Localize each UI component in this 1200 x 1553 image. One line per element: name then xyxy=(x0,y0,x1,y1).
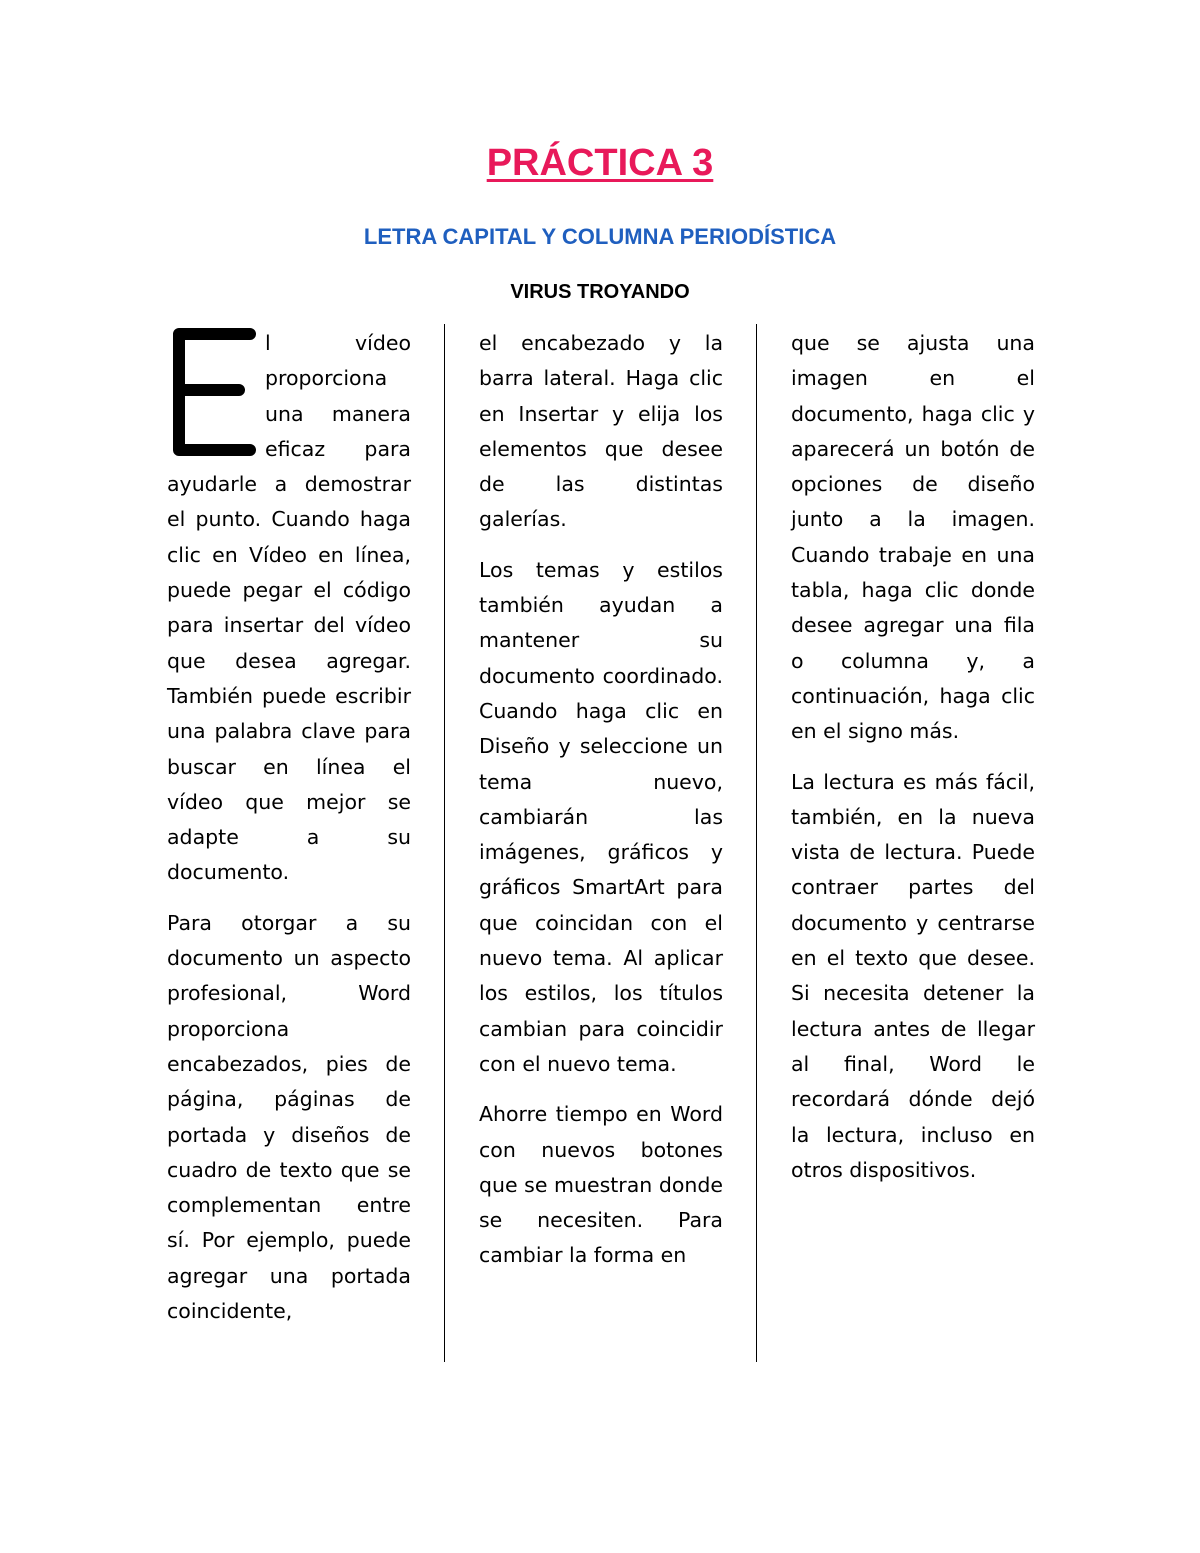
paragraph: La lectura es más fácil, también, en la nueva vista de lectura. Puede contraer partes del documento y centrarse en el texto que desee. Si necesita detener la lectura antes de llegar al final, Word le recordará dónde dejó la lectura, incluso en otros dispositivos. xyxy=(791,769,1035,1182)
paragraph-text: l vídeo proporciona una manera eficaz para ayudarle a demostrar el punto. Cuando haga clic en Vídeo en línea, puede pegar el código para insertar del vídeo que desea agregar. También puede escribir una palabra clave para buscar en línea el vídeo que mejor se adapte a su documento. xyxy=(167,331,411,885)
paragraph xyxy=(167,326,411,891)
page-subtitle: LETRA CAPITAL Y COLUMNA PERIODÍSTICA xyxy=(363,224,837,249)
text-column-1 xyxy=(167,326,411,1344)
text-column-3 xyxy=(791,326,1035,1203)
paragraph: Los temas y estilos también ayudan a mantener su documento coordinado. Cuando haga clic en Diseño y seleccione un tema nuevo, cambiarán las imágenes, gráficos y gráficos SmartArt para que coincidan con el nuevo tema. Al aplicar los estilos, los títulos cambian para coincidir con el nuevo tema. xyxy=(479,557,723,1076)
drop-cap-letter xyxy=(167,328,257,461)
column-divider xyxy=(756,324,757,1362)
page-title: PRÁCTICA 3 xyxy=(486,142,714,184)
column-divider xyxy=(444,324,445,1362)
article-heading: VIRUS TROYANDO xyxy=(510,281,690,303)
paragraph: Ahorre tiempo en Word con nuevos botones que se muestran donde se necesiten. Para cambiar la forma en xyxy=(479,1102,723,1268)
paragraph: que se ajusta una imagen en el documento, haga clic y aparecerá un botón de opciones de diseño junto a la imagen. Cuando trabaje en una tabla, haga clic donde desee agregar una fila o columna y, a continuación, haga clic en el signo más. xyxy=(791,331,1035,744)
text-column-2 xyxy=(479,326,723,1289)
paragraph: el encabezado y la barra lateral. Haga clic en Insertar y elija los elementos que desee de las distintas galerías. xyxy=(479,331,723,532)
paragraph: Para otorgar a su documento un aspecto profesional, Word proporciona encabezados, pies de página, páginas de portada y diseños de cuadro de texto que se complementan entre sí. Por ejemplo, puede agregar una portada coincidente, xyxy=(167,910,411,1324)
